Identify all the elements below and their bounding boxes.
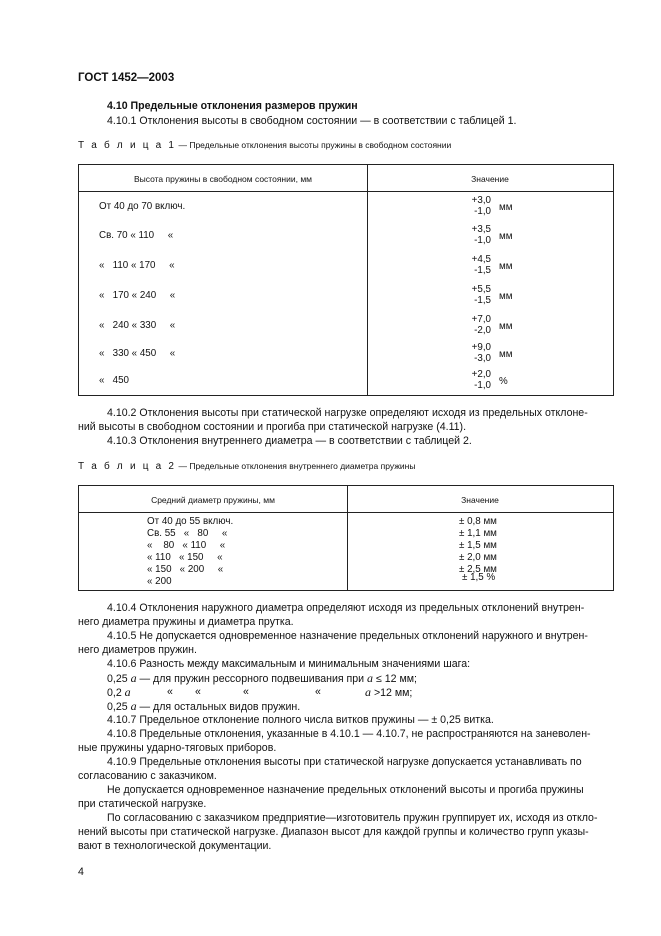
table2-row-value: ± 1,1 мм xyxy=(459,528,497,539)
table1-minus: -1,0 xyxy=(474,379,491,391)
table2-header-divider xyxy=(79,512,613,513)
pitch2-var2: а xyxy=(365,685,371,699)
paragraph-b-line1: По согласованию с заказчиком предприятие—изготовитель пружин группирует их, исходя из откло- xyxy=(107,812,598,824)
table2-row-label: Св. 55 « 80 « xyxy=(147,528,228,539)
table1-row-label: « 110 « 170 « xyxy=(99,260,175,271)
paragraph-4-10-8-line2: ные пружины ударно-тяговых приборов. xyxy=(78,742,277,754)
table1-row-label: Св. 70 « 110 « xyxy=(99,230,174,241)
document-header: ГОСТ 1452—2003 xyxy=(78,72,175,84)
table1-row-value xyxy=(463,315,491,336)
pitch2-ditto-3: « xyxy=(243,686,249,698)
pitch1-var2: а xyxy=(367,671,374,685)
pitch-line-2 xyxy=(107,686,567,698)
table1-col2-header: Значение xyxy=(471,174,509,184)
table1-row-label: « 330 « 450 « xyxy=(99,348,176,359)
paragraph-4-10-4-line1: 4.10.4 Отклонения наружного диаметра определяют исходя из предельных отклонений внутрен- xyxy=(107,602,585,614)
pitch2-coef: 0,2 xyxy=(107,687,125,699)
table2-row-value: ± 1,5 мм xyxy=(459,540,497,551)
table2-row-value: ± 2,0 мм xyxy=(459,552,497,563)
table1-plus: +5,5 xyxy=(471,284,491,295)
pitch-line-1 xyxy=(107,672,417,685)
paragraph-4-10-3: 4.10.3 Отклонения внутреннего диаметра — в соответствии с таблицей 2. xyxy=(107,435,472,447)
table1-header-divider xyxy=(79,191,613,192)
paragraph-a-line2: при статической нагрузке. xyxy=(78,798,207,810)
paragraph-4-10-4-line2: него диаметра пружины и диаметра прутка. xyxy=(78,616,294,628)
table2-row-value: ± 0,8 мм xyxy=(459,516,497,527)
table1-row-unit: мм xyxy=(499,231,513,242)
table1-plus: +7,0 xyxy=(471,314,491,325)
table1 xyxy=(78,164,614,396)
table1-minus: -3,0 xyxy=(474,352,491,364)
page-number: 4 xyxy=(78,866,84,878)
table1-row-unit: мм xyxy=(499,349,513,360)
pitch1-text: — для пружин рессорного подвешивания при xyxy=(136,673,368,685)
paragraph-4-10-9-line1: 4.10.9 Предельные отклонения высоты при статической нагрузке допускается устанавливать по xyxy=(107,756,582,768)
table2-row-label: « 110 « 150 « xyxy=(147,552,223,563)
paragraph-4-10-2-line2: ний высоты в свободном состоянии и прогиба при статической нагрузке (4.11). xyxy=(78,421,467,433)
table1-row-value xyxy=(463,343,491,364)
pitch1-var: а xyxy=(130,671,137,685)
table1-minus: -1,5 xyxy=(474,294,491,306)
pitch2-ditto-4: « xyxy=(315,686,321,698)
table1-plus: +3,0 xyxy=(471,195,491,206)
paragraph-4-10-5-line1: 4.10.5 Не допускается одновременное назначение предельных отклонений наружного и внутрен- xyxy=(107,630,588,642)
table2-row-label: От 40 до 55 включ. xyxy=(147,516,234,527)
table1-col1-header: Высота пружины в свободном состоянии, мм xyxy=(133,174,313,184)
table1-minus: -1,0 xyxy=(474,234,491,246)
pitch3-text: — для остальных видов пружин. xyxy=(136,701,301,713)
paragraph-4-10-7: 4.10.7 Предельное отклонение полного числа витков пружины — ± 0,25 витка. xyxy=(107,714,494,726)
paragraph-4-10-8-line1: 4.10.8 Предельные отклонения, указанные в 4.10.1 — 4.10.7, не распространяются на заневолен- xyxy=(107,728,591,740)
table2-caption-prefix: Т а б л и ц а 2 xyxy=(78,461,177,472)
pitch2-var: а xyxy=(124,685,131,699)
paragraph-4-10-2-line1: 4.10.2 Отклонения высоты при статической нагрузке определяют исходя из предельных отклоне- xyxy=(107,407,588,419)
table2-row-value: ± 1,5 % xyxy=(462,572,496,583)
table1-minus: -2,0 xyxy=(474,324,491,336)
table1-row-value xyxy=(463,285,491,306)
table1-plus: +2,0 xyxy=(471,369,491,380)
table1-caption-text: — Предельные отклонения высоты пружины в свободном состоянии xyxy=(176,140,452,150)
paragraph-a-line1: Не допускается одновременное назначение предельных отклонений высоты и прогиба пружины xyxy=(107,784,584,796)
table1-row-value xyxy=(463,255,491,276)
table1-minus: -1,5 xyxy=(474,264,491,276)
section-title: 4.10 Предельные отклонения размеров пружин xyxy=(107,100,358,112)
table2-row-label: « 80 « 110 « xyxy=(147,540,226,551)
paragraph-4-10-9-line2: согласованию с заказчиком. xyxy=(78,770,217,782)
pitch2-ditto-1: « xyxy=(167,686,173,698)
table1-row-unit: мм xyxy=(499,202,513,213)
pitch-line-3 xyxy=(107,700,300,713)
pitch1-coef: 0,25 xyxy=(107,673,131,685)
table1-row-value xyxy=(463,370,491,391)
table1-plus: +9,0 xyxy=(471,342,491,353)
paragraph-4-10-5-line2: него диаметров пружин. xyxy=(78,644,197,656)
table2-col1-header: Средний диаметр пружины, мм xyxy=(151,495,275,505)
pitch2-coef-group xyxy=(107,686,131,699)
table1-row-value xyxy=(463,196,491,217)
table1-caption xyxy=(78,140,451,151)
table2-row-label: « 150 « 200 « xyxy=(147,564,224,575)
table1-row-unit: % xyxy=(499,376,508,387)
pitch1-cond: ≤ 12 мм; xyxy=(373,673,417,685)
table1-row-unit: мм xyxy=(499,261,513,272)
table1-plus: +3,5 xyxy=(471,224,491,235)
table2-row-label: « 200 xyxy=(147,576,172,587)
table1-row-unit: мм xyxy=(499,291,513,302)
table2-col2-header: Значение xyxy=(461,495,499,505)
table2-row-value: ± 2,5 мм xyxy=(459,564,497,575)
table1-row-unit: мм xyxy=(499,321,513,332)
table1-row-label: « 170 « 240 « xyxy=(99,290,176,301)
table1-row-value xyxy=(463,225,491,246)
table1-row-label: « 450 xyxy=(99,375,129,386)
paragraph-b-line2: нений высоты при статической нагрузке. Диапазон высот для каждой группы и количество групп указы- xyxy=(78,826,589,838)
paragraph-4-10-1: 4.10.1 Отклонения высоты в свободном состоянии — в соответствии с таблицей 1. xyxy=(107,115,517,127)
pitch3-coef: 0,25 xyxy=(107,701,131,713)
pitch2-cond: >12 мм; xyxy=(371,687,413,699)
table1-minus: -1,0 xyxy=(474,205,491,217)
table1-row-label: « 240 « 330 « xyxy=(99,320,176,331)
pitch2-cond-group xyxy=(365,686,412,699)
table2 xyxy=(78,485,614,591)
table2-caption xyxy=(78,461,415,472)
paragraph-4-10-6: 4.10.6 Разность между максимальным и минимальным значениями шага: xyxy=(107,658,471,670)
table1-column-divider xyxy=(367,165,368,395)
pitch2-ditto-2: « xyxy=(195,686,201,698)
table2-caption-text: — Предельные отклонения внутреннего диаметра пружины xyxy=(176,461,416,471)
table1-row-label: От 40 до 70 включ. xyxy=(99,201,186,212)
table1-plus: +4,5 xyxy=(471,254,491,265)
table1-caption-prefix: Т а б л и ц а 1 xyxy=(78,140,177,151)
pitch3-var: а xyxy=(130,699,137,713)
paragraph-b-line3: вают в технологической документации. xyxy=(78,840,272,852)
